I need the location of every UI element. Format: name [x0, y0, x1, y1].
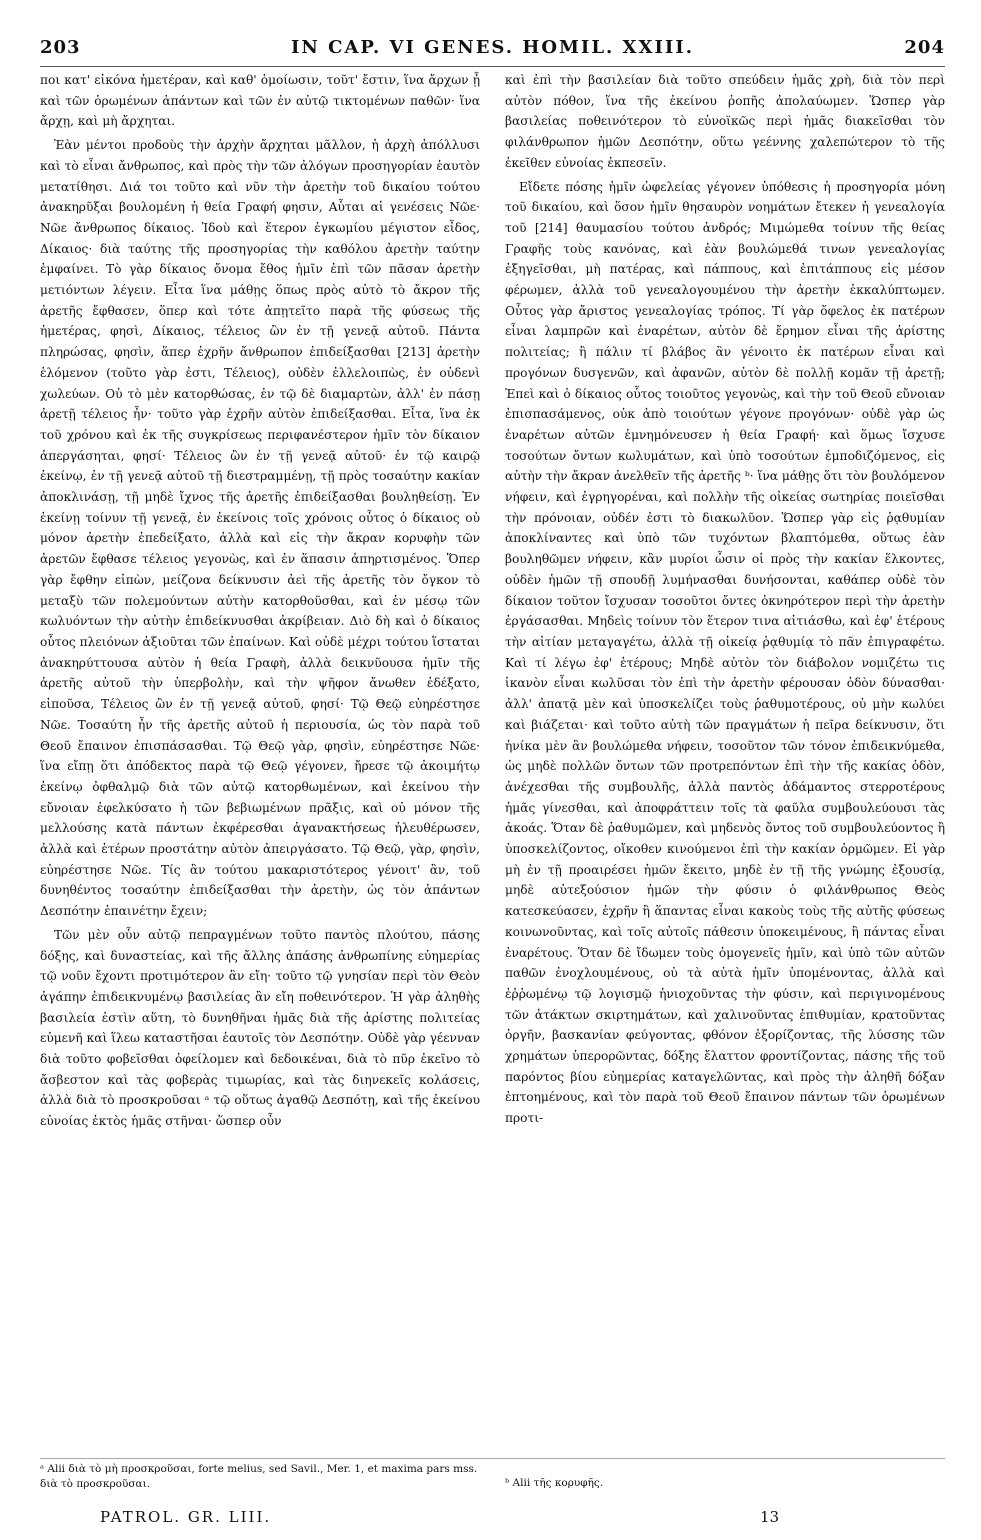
- signature-mark: PATROL. GR. LIII.: [100, 1508, 272, 1526]
- left-paragraph: Τῶν μὲν οὖν αὐτῷ πεπραγμένων τοῦτο παντὸς πλούτου, πάσης δόξης, καὶ δυναστείας, καὶ τῆς ἄλλης ἁπάσης ἀνθρωπίνης εὐημερίας τῷ νοῦν ἔχοντι προτιμότερον ἂν εἴη· τοῦτο τῷ γνησίαν περὶ τὸν Θεὸν ἀγάπην ἐπιδεικνυμένῳ βασιλείας ἂν εἴη ποθεινότερον. Ἡ γὰρ ἀληθὴς βασιλεία ἐστὶν αὕτη, τὸ δυνηθῆναι ἡμᾶς διὰ τῆς ἀρίστης πολιτείας εὐμενῆ καὶ ἵλεω καταστῆσαι ἑαυτοῖς τὸν Δεσπότην. Οὐδὲ γὰρ γέενναν διὰ τοῦτο φοβεῖσθαι ὀφείλομεν καὶ δεδοικέναι, διὰ τὸ πῦρ ἐκεῖνο τὸ ἄσβεστον καὶ τὰς φοβερὰς τιμωρίας, καὶ τὰς διηνεκεῖς κολάσεις, ἀλλὰ διὰ τὸ προσκροῦσαι ᵃ τῷ οὕτως ἀγαθῷ Δεσπότῃ, καὶ τῆς ἐκείνου εὐνοίας ἐκτὸς ἡμᾶς στῆναι· ὥσπερ οὖν: [40, 927, 480, 1129]
- right-page-number: 204: [904, 36, 945, 58]
- left-paragraph: Ἐὰν μέντοι προδοὺς τὴν ἀρχὴν ἄρχηται μᾶλλον, ἡ ἀρχὴ ἀπόλλυσι καὶ τὸ εἶναι ἄνθρωπος, καὶ πρὸς τὴν τῶν ἀλόγων προσηγορίαν ἑαυτὸν μετατίθησι. Διά τοι τοῦτο καὶ νῦν τὴν ἀρετὴν τοῦ δικαίου τούτου ἀνακηρῦξαι βουλομένη ἡ θεία Γραφή φησιν, Αὗται αἱ γενέσεις Νῶε· Νῶε ἄνθρωπος δίκαιος. Ἰδοὺ καὶ ἕτερον ἐγκωμίου μέγιστον εἶδος, Δίκαιος· διὰ ταύτης τῆς προσηγορίας τὴν καθόλου ἀρετὴν ταύτην ἐμφαίνει. Τὸ γὰρ δίκαιος ὄνομα ἔθος ἡμῖν ἐπὶ τῶν πᾶσαν ἀρετὴν μετιόντων λέγειν. Εἶτα ἵνα μάθῃς ὅπως πρὸς αὐτὸ τὸ ἄκρον τῆς ἀρετῆς ἔφθασεν, ὅπερ καὶ τότε ἀπῃτεῖτο παρὰ τῆς φύσεως τῆς ἡμετέρας, φησὶ, Δίκαιος, τέλειος ὢν ἐν τῇ γενεᾷ αὐτοῦ. Πάντα πληρώσας, φησὶν, ἅπερ ἐχρῆν ἄνθρωπον ἐπιδείξασθαι [213] ἀρετὴν ἑλόμενον (τοῦτο γὰρ ἐστι, Τέλειος), οὐδὲν ἐλλελοιπὼς, ἐν οὐδενὶ χωλεύων. Οὐ τὸ μὲν κατορθώσας, ἐν τῷ δὲ διαμαρτὼν, ἀλλ' ἐν πάσῃ ἀρετῇ τέλειος ἦν· τοῦτο γὰρ ἐχρῆν αὐτὸν ἐπιδείξασθαι. Εἶτα, ἵνα ἐκ τοῦ χρόνου καὶ ἐκ τῆς συγκρίσεως περιφανέστερον ἡμῖν τὸν δίκαιον ἀπεργάσηται, φησί· Τέλειος ὢν ἐν τῇ γενεᾷ αὐτοῦ· ἐν τῷ καιρῷ ἐκείνῳ, ἐν τῇ γενεᾷ αὐτοῦ τῇ διεστραμμένῃ, τῇ πρὸς τοσαύτην κακίαν ἀποκλινάσῃ, τῇ μηδὲ ἴχνος τῆς ἀρετῆς ἐπιδείξασθαι βουληθείσῃ. Ἐν ἐκείνῃ τοίνυν τῇ γενεᾷ, ἐν ἐκείνοις τοῖς χρόνοις οὗτος ὁ δίκαιος οὐ μόνον ἀρετὴν ἐπεδείξατο, ἀλλὰ καὶ εἰς τὴν ἄκραν κορυφὴν τῶν ἀρετῶν ἔφθασε τέλειος γεγονὼς, καὶ ἐν ἅπασιν ἀπηρτισμένος. Ὅπερ γὰρ ἔφθην εἰπὼν, μείζονα δείκνυσιν ἀεὶ τῆς ἀρετῆς τὸν ὄγκον τὸ μεταξὺ τῶν πολεμούντων αὐτὴν κατορθοῦσθαι, καὶ ἐν μέσῳ τῶν κωλυόντων τὴν αὐτὴν ἐπιδείκνυσθαι ἀκρίβειαν. Διὸ δὴ καὶ ὁ δίκαιος οὗτος πλειόνων ἀξιοῦται τῶν ἐπαίνων. Καὶ οὐδὲ μέχρι τούτου ἵσταται ἀνακηρύττουσα αὐτὸν ἡ θεία Γραφὴ, ἀλλὰ δεικνῦουσα ἡμῖν τῆς ἀρετῆς αὐτοῦ τὴν ὑπερβολὴν, καὶ τὴν ψῆφον ἄνωθεν ἐδέξατο, εἰποῦσα, Τέλειος ὢν ἐν τῇ γενεᾷ αὐτοῦ, φησί· Τῷ Θεῷ εὐηρέστησε Νῶε. Τοσαύτη ἦν τῆς ἀρετῆς αὐτοῦ ἡ περιουσία, ὡς τὸν παρὰ τοῦ Θεοῦ ἔπαινον ἐπισπάσασθαι. Τῷ Θεῷ γὰρ, φησὶν, εὐηρέστησε Νῶε· ἵνα εἴπῃ ὅτι ἀπόδεκτος παρὰ τῷ Θεῷ γέγονεν, ἤρεσε τῷ ἀκοιμήτῳ ἐκείνῳ ὀφθαλμῷ διὰ τῶν αὐτῷ κατορθωμένων, καὶ ἐκείνου τὴν εὔνοιαν ἐφελκύσατο ἡ τῶν βεβιωμένων πρᾶξις, καὶ οὐ μόνον τῆς μελλούσης κατὰ πάντων ἐκφέρεσθαι ἀγανακτήσεως ἠλευθέρωσεν, ἀλλὰ καὶ ἑτέρων προστάτην αὐτὸν ἀπειργάσατο. Τῷ Θεῷ, γὰρ, φησὶν, εὐηρέστησε Νῶε. Τίς ἂν τούτου μακαριστότερος γένοιτ' ἂν, τοῦ δυνηθέντος τοσαύτην ἐπιδείξασθαι τὴν ἀρετὴν, ὡς τὸν ἁπάντων Δεσπότην ἐπαινέτην ἔχειν;: [40, 138, 480, 919]
- running-header: [40, 30, 945, 64]
- page-footer: [40, 1508, 945, 1532]
- right-paragraph: καὶ ἐπὶ τὴν βασιλείαν διὰ τοῦτο σπεύδειν ἡμᾶς χρὴ, διὰ τὸν περὶ αὐτὸν πόθον, ἵνα τῆς ἐκείνου ῥοπῆς ἀπολαύωμεν. Ὥσπερ γὰρ βασιλείας ποθεινότερον τὸ εὐνοϊκῶς περὶ ἡμᾶς διακεῖσθαι τὸν φιλάνθρωπον ἡμῶν Δεσπότην, οὕτω γεέννης χαλεπώτερον τὸ τῆς ἐκεῖθεν εὐνοίας ἐκπεσεῖν.: [505, 73, 945, 170]
- footnote-a: ᵃ Alii διὰ τὸ μὴ προσκροῦσαι, forte melius, sed Savil., Mer. 1, et maxima pars mss. διὰ τὸ προσκροῦσαι.: [40, 1463, 478, 1490]
- right-paragraph: Εἴδετε πόσης ἡμῖν ὠφελείας γέγονεν ὑπόθεσις ἡ προσηγορία μόνη τοῦ δικαίου, καὶ ὅσον ἡμῖν θησαυρὸν νοημάτων ἔτεκεν ἡ γενεαλογία τοῦ [214] θαυμασίου τούτου ἀνδρός; Μιμώμεθα τοίνυν τῆς θείας Γραφῆς τοὺς κανόνας, καὶ ἐὰν βουλώμεθά τινων γενεαλογίας ἐξηγεῖσθαι, μὴ πατέρας, καὶ πάππους, καὶ ἐπιτάππους εἰς μέσον φέρωμεν, ἀλλὰ τοῦ γενεαλογουμένου τὴν ἀρετὴν ἐκκαλύπτωμεν. Οὗτος γὰρ ἄριστος γενεαλογίας τρόπος. Τί γὰρ ὄφελος ἐκ πατέρων εἶναι λαμπρῶν καὶ ἐναρέτων, αὐτὸν δὲ ἔρημον εἶναι τῆς ἀρίστης πολιτείας; ἢ πάλιν τί βλάβος ἂν γένοιτο ἐκ πατέρων εἶναι καὶ προγόνων δυσγενῶν, καὶ ἀφανῶν, αὐτὸν δὲ πολλῇ κομᾶν τῇ ἀρετῇ; Ἐπεὶ καὶ ὁ δίκαιος οὗτος τοιοῦτος γεγονὼς, καὶ τὴν τοῦ Θεοῦ εὔνοιαν ἐπισπασάμενος, οὐκ ἀπὸ τοιούτων γέγονε προγόνων· οὐδὲ γὰρ ὡς ἐναρέτων αὐτῶν ἐμνημόνευσεν ἡ θεία Γραφή· καὶ ὅμως ἴσχυσε τοσούτων ὄντων κωλυμάτων, καὶ ὑπὸ τοσούτων ἐμποδιζόμενος, εἰς αὐτὴν τὴν ἄκραν ἀνελθεῖν τῆς ἀρετῆς ᵇ· ἵνα μάθῃς ὅτι τὸν βουλόμενον νήφειν, καὶ ἐγρηγορέναι, καὶ πολλὴν τῆς οἰκείας σωτηρίας ποιεῖσθαι τὴν πρόνοιαν, οὐδέν ἐστι τὸ διακωλῦον. Ὥσπερ γὰρ εἰς ῥᾳθυμίαν ἀποκλίναντες καὶ ὑπὸ τῶν τυχόντων βλαπτόμεθα, οὕτως ἐὰν βουληθῶμεν νήφειν, κἂν μυρίοι ὦσιν οἱ πρὸς τὴν κακίαν ἕλκοντες, οὐδὲν ἡμῶν τῇ σπουδῇ λυμήνασθαι δυνήσονται, καθάπερ οὐδὲ τὸν δίκαιον τοῦτον ἴσχυσαν τοσοῦτοι ὄντες ὀκνηρότερον περὶ τὴν ἀρετὴν ἐργάσασθαι. Μηδεὶς τοίνυν τὸν ἕτερον τινα αἰτιάσθω, καὶ ἐφ' ἑτέρους τὴν αἰτίαν μεταγαγέτω, ἀλλὰ τῇ οἰκείᾳ ῥᾳθυμίᾳ τὸ πᾶν ἐπιγραφέτω. Καὶ τί λέγω ἐφ' ἑτέρους; Μηδὲ αὐτὸν τὸν διάβολον νομιζέτω τις ἱκανὸν εἶναι κωλῦσαι τὸν ἐπὶ τὴν ἀρετὴν φέρουσαν ὁδὸν δύνασθαι· ἀλλ' ἀπατᾷ μὲν καὶ ὑποσκελίζει τοὺς ῥαθυμοτέρους, οὐ μὴν κωλύει καὶ βιάζεται· καὶ τοῦτο αὐτὴ τῶν πραγμάτων ἡ πεῖρα δείκνυσιν, ὅτι ἡνίκα μὲν ἂν βουλώμεθα νήφειν, τοσοῦτον τῶν τόνον ἐπιδεικνύμεθα, ὡς μηδὲ πολλῶν ὄντων τῶν προτρεπόντων ἐπὶ τὴν τῆς κακίας ὁδὸν, ἀνέχεσθαι τῆς συμβουλῆς, ἀλλὰ παντὸς ἀδάμαντος στερροτέρους ἡμᾶς γίνεσθαι, καὶ ἀποφράττειν τοῖς τὰ φαῦλα συμβουλεύουσι τὰς ἀκοάς. Ὅταν δὲ ῥαθυμῶμεν, καὶ μηδενὸς ὄντος τοῦ συμβουλεύοντος ἢ ὑποσκελίζοντος, οἴκοθεν κινούμενοι ἐπὶ τὴν κακίαν ὁρμῶμεν. Εἰ γὰρ μὴ ἐν τῇ προαιρέσει ἡμῶν ἔκειτο, μηδὲ ἐν τῇ τῆς γνώμης ἐξουσίᾳ, μηδὲ αὐτεξούσιον ἡμῶν τὴν φύσιν ὁ φιλάνθρωπος Θεὸς κατεσκεύασεν, ἐχρῆν ἢ ἅπαντας εἶναι κακοὺς τοὺς τῆς αὐτῆς φύσεως κοινωνοῦντας, καὶ τοῖς αὐτοῖς πάθεσιν ὑποκειμένους, ἢ πάντας εἶναι ἐναρέτους. Ὅταν δὲ ἴδωμεν τοὺς ὁμογενεῖς ἡμῖν, καὶ ὑπὸ τῶν αὐτῶν παθῶν ἐνοχλουμένους, οὐ τὰ αὐτὰ ἡμῖν ὑπομένοντας, ἀλλὰ καὶ ἐῤῥωμένῳ τῷ λογισμῷ ἡνιοχοῦντας τὴν φύσιν, καὶ περιγινομένους τῶν ἀτάκτων σκιρτημάτων, καὶ χαλινοῦντας ἐπιθυμίαν, κρατοῦντας ὀργῆν, βασκανίαν φεύγοντας, φθόνον ἐξορίζοντας, τῆς λύσσης τῶν χρημάτων ὑπερορῶντας, δόξης ἔλαττον φροντίζοντας, πάσης τῆς τοῦ παρόντος βίου εὐημερίας καταγελῶντας, καὶ πρὸς τὴν ἀληθῆ δόξαν ἐπτοημένους, καὶ τὸν παρὰ τοῦ Θεοῦ ἔπαινον πάντων τῶν ὁρωμένων προτι-: [505, 179, 945, 1126]
- left-column: [40, 70, 480, 1415]
- sheet-number: 13: [760, 1508, 780, 1526]
- header-rule: [40, 66, 945, 67]
- right-column: [505, 70, 945, 1415]
- footnote-rule: [40, 1458, 945, 1459]
- running-title: IN CAP. VI GENES. HOMIL. XXIII.: [290, 36, 694, 58]
- footnotes: [40, 1462, 945, 1506]
- left-paragraph: ποι κατ' εἰκόνα ἡμετέραν, καὶ καθ' ὁμοίωσιν, τοῦτ' ἔστιν, ἵνα ἄρχων ᾖ καὶ τῶν ὁρωμένων ἁπάντων καὶ τῶν ἐν αὐτῷ τικτομένων παθῶν· ἵνα ἄρχῃ, καὶ μὴ ἄρχηται.: [40, 73, 480, 129]
- left-page-number: 203: [40, 36, 81, 58]
- footnote-b: ᵇ Alii τῆς κορυφῆς.: [505, 1477, 604, 1489]
